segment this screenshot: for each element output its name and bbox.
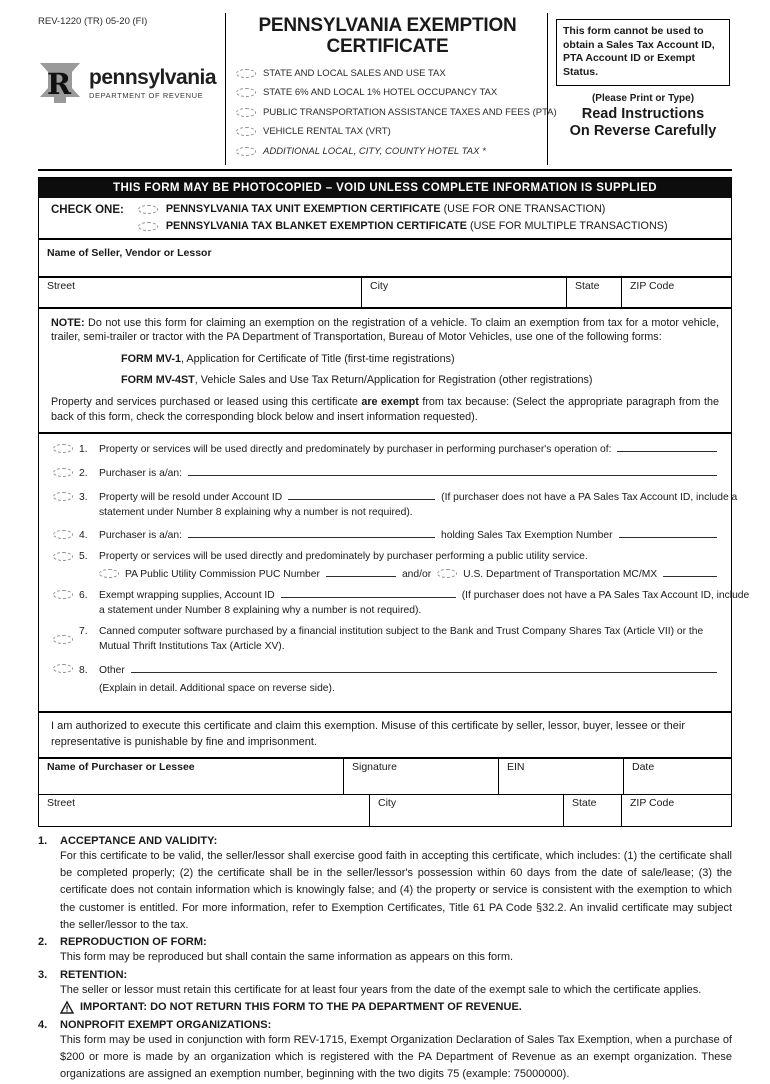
instruction-1-heading: ACCEPTANCE AND VALIDITY: (60, 834, 218, 847)
option-blanket-name: PENNSYLVANIA TAX BLANKET EXEMPTION CERTIFICATE (165, 220, 467, 233)
instruction-acceptance: 1. ACCEPTANCE AND VALIDITY: For this certificate to be valid, the seller/lessor shall exercise good faith in accepting this certificate, which includes: (1) the certificate shall be completed properly; (2) the certificate shall be in the seller/lessor's possession within 60 days from the date of sale/lease; (3) the certificate does not contain information which is knowingly false; and (4) the property or service is consistent with the exemption to which the customer is entitled. For more information, refer to Exemption Certificates, Title 61 PA Code §32.2. An invalid certificate may subject the seller/lessor to the tax. (38, 835, 732, 935)
date-field[interactable] (623, 759, 731, 794)
exemption-5-sub-row (99, 566, 717, 580)
puc-number-label: PA Public Utility Commission PUC Number (125, 569, 320, 581)
exempt-because-paragraph: Property and services purchased or leased using this certificate are exempt from tax because: (Select the appropriate paragraph from the back of this form, check the corresponding block below and insert information requested). (51, 396, 719, 423)
instructions-list (38, 835, 732, 1084)
exemption-item-5: 5. Property or services will be used directly and predominately by purchaser performing a public utility service. PA Public Utility Commission PUC Number and/or U.S. Department of Transportation MC/MX (53, 551, 717, 580)
purchaser-zip-label: ZIP Code (630, 796, 675, 809)
date-label: Date (632, 760, 655, 773)
fill-line-mcmx-number[interactable] (663, 566, 717, 577)
checkbox-pta-tax[interactable] (236, 108, 256, 117)
note-section (39, 309, 731, 434)
exemption-item-8: 8. Other (Explain in detail. Additional space on reverse side). (53, 662, 717, 696)
fill-line-purchaser-type-4[interactable] (188, 527, 435, 538)
instruction-3-body: The seller or lessor must retain this certificate for at least four years from the date of the exempt sale to which the certificate applies. (60, 983, 702, 996)
logo-department: DEPARTMENT OF REVENUE (89, 91, 204, 100)
tax-type-row-vrt (236, 126, 539, 137)
tax-type-label: PUBLIC TRANSPORTATION ASSISTANCE TAXES AND FEES (PTA) (263, 106, 557, 118)
option-blanket-exemption (138, 220, 668, 232)
option-unit-exemption (138, 203, 668, 215)
header-right (547, 13, 732, 165)
exemption-item-1: 1. Property or services will be used directly and predominately by purchaser in performing purchaser's operation of: (53, 441, 717, 455)
logo-brand: pennsylvania (89, 66, 217, 89)
fill-line-operation-of[interactable] (617, 441, 717, 452)
instruction-3-heading: RETENTION: (60, 968, 128, 981)
fill-line-other[interactable] (131, 662, 717, 673)
note-paragraph: NOTE: Do not use this form for claiming an exemption on the registration of a vehicle. To claim an exemption from tax for a motor vehicle, trailer, semi-trailer or tractor with the PA Department of Transportation, Bureau of Motor Vehicles, use one of the following forms: (51, 317, 719, 344)
exemption-2-text: Purchaser is a/an: (99, 468, 182, 480)
checkbox-unit-exemption[interactable] (138, 205, 158, 214)
instruction-4-body: This form may be used in conjunction with form REV-1715, Exempt Organization Declaration of Sales Tax Exemption, when a purchase of $200 or more is made by an organization which is registered with the PA Department of Revenue as an exempt organization. These organizations are assigned an exemption number, beginning with the two digits 75 (example: 75000000). (60, 1033, 732, 1081)
purchaser-street-label: Street (47, 796, 76, 809)
keystone-icon (38, 63, 82, 103)
purchaser-row-1 (39, 759, 731, 795)
exemption-reasons-section (39, 434, 750, 713)
note-lead: NOTE: (51, 317, 85, 330)
check-one-options (138, 203, 668, 232)
exemption-item-7: 7. Canned computer software purchased by a financial institution subject to the Bank and Trust Company Shares Tax (Article VII) or the Mutual Thrift Institutions Tax (Article XV). (53, 625, 717, 655)
form-number: REV-1220 (TR) 05-20 (FI) (38, 16, 148, 27)
exemption-item-4: 4. Purchaser is a/an: holding Sales Tax Exemption Number (53, 527, 717, 541)
checkbox-exemption-7[interactable] (53, 635, 73, 644)
instruction-1-body: For this certificate to be valid, the seller/lessor shall exercise good faith in accepting this certificate, which includes: (1) the certificate shall be completed properly; (2) the certificate shall be in the seller/lessor's possession within 60 days from the date of sale/lease; (3) the certificate does not contain information which is knowingly false; and (4) the property or service is consistent with the exemption to which the customer is entitled. For more information, refer to Exemption Certificates, Title 61 PA Code §32.2. An invalid certificate may subject the seller/lessor to the tax. (60, 849, 732, 932)
option-unit-name: PENNSYLVANIA TAX UNIT EXEMPTION CERTIFICATE (165, 203, 441, 216)
exemption-3-continuation: statement under Number 8 explaining why a number is not required). (99, 507, 413, 519)
purchaser-name-field[interactable] (39, 759, 343, 794)
purchaser-street-field[interactable] (39, 795, 369, 826)
exemption-8-text: Other (99, 664, 125, 676)
tax-type-label: STATE 6% AND LOCAL 1% HOTEL OCCUPANCY TAX (263, 87, 498, 99)
important-warning-row (60, 999, 732, 1016)
checkbox-usdot-mcmx[interactable] (437, 569, 457, 578)
purchaser-name-label: Name of Purchaser or Lessee (47, 760, 195, 773)
seller-city-field[interactable] (361, 278, 566, 307)
checkbox-exemption-8[interactable] (53, 664, 73, 673)
purchaser-row-2 (39, 795, 731, 826)
checkbox-puc-number[interactable] (99, 569, 119, 578)
fill-line-puc-number[interactable] (326, 566, 396, 577)
checkbox-vrt-tax[interactable] (236, 127, 256, 136)
seller-street-label: Street (47, 280, 76, 293)
seller-address-row (39, 278, 731, 309)
purchaser-city-field[interactable] (369, 795, 563, 826)
exemption-7-text: Canned computer software purchased by a financial institution subject to the Bank and Trust Company Shares Tax (Article VII) or the Mutual Thrift Institutions Tax (Article XV). (99, 625, 704, 652)
check-one-label: CHECK ONE: (51, 204, 124, 217)
form-mv1-line: FORM MV-1, Application for Certificate of Title (first-time registrations) (121, 352, 455, 365)
photocopy-banner: THIS FORM MAY BE PHOTOCOPIED – VOID UNLESS COMPLETE INFORMATION IS SUPPLIED (39, 178, 731, 198)
cannot-use-notice: This form cannot be used to obtain a Sales Tax Account ID, PTA Account ID or Exempt Status. (556, 19, 730, 86)
checkbox-exemption-3[interactable] (53, 492, 73, 501)
instruction-4-heading: NONPROFIT EXEMPT ORGANIZATIONS: (60, 1018, 272, 1031)
seller-name-field[interactable] (39, 240, 731, 278)
seller-zip-field[interactable] (621, 278, 731, 307)
tax-type-list (236, 67, 557, 157)
print-or-type-note: (Please Print or Type) (591, 92, 695, 104)
seller-state-label: State (575, 280, 600, 293)
instruction-2-body: This form may be reproduced but shall contain the same information as appears on this form. (60, 951, 514, 964)
seller-city-label: City (370, 280, 389, 293)
checkbox-exemption-2[interactable] (53, 468, 73, 477)
signature-label: Signature (352, 760, 397, 773)
tax-type-label: VEHICLE RENTAL TAX (VRT) (263, 126, 391, 138)
check-one-section (39, 198, 731, 240)
purchaser-state-label: State (572, 796, 597, 809)
exemption-4-text: Purchaser is a/an: (99, 530, 182, 542)
exemption-6-continuation: a statement under Number 8 explaining why a number is not required). (99, 605, 422, 617)
important-warning-text: IMPORTANT: DO NOT RETURN THIS FORM TO THE PA DEPARTMENT OF REVENUE. (80, 1001, 522, 1014)
header-center (225, 13, 557, 165)
keystone-letter: R (46, 67, 72, 101)
form-mv4st-line: FORM MV-4ST, Vehicle Sales and Use Tax Return/Application for Registration (other registrations) (121, 374, 593, 387)
exemption-item-2: 2. Purchaser is a/an: (53, 465, 717, 479)
option-blanket-note: (USE FOR MULTIPLE TRANSACTIONS) (469, 220, 668, 233)
exemption-item-3: 3. Property will be resold under Account ID (If purchaser does not have a PA Sales Tax Account ID, include a statement under Number 8 explaining why a number is not required). (53, 489, 717, 520)
usdot-mcmx-label: U.S. Department of Transportation MC/MX (463, 569, 658, 581)
warning-triangle-icon (60, 1001, 74, 1014)
seller-zip-label: ZIP Code (630, 280, 675, 293)
checkbox-exemption-1[interactable] (53, 444, 73, 453)
seller-state-field[interactable] (566, 278, 621, 307)
ein-label: EIN (507, 760, 525, 773)
exemption-item-6: 6. Exempt wrapping supplies, Account ID (If purchaser does not have a PA Sales Tax Account ID, include a statement under Number 8 explaining why a number is not required). (53, 587, 717, 618)
logo-text (89, 66, 216, 100)
exemption-3-text: Property will be resold under Account ID (99, 492, 283, 504)
seller-name-label: Name of Seller, Vendor or Lessor (47, 247, 212, 260)
checkbox-hotel-occupancy-tax[interactable] (236, 88, 256, 97)
tax-type-row-sales-use (236, 68, 539, 79)
checkbox-exemption-5[interactable] (53, 552, 73, 561)
pa-revenue-logo (38, 63, 225, 103)
tax-type-row-hotel-occupancy (236, 87, 539, 98)
andor-label: and/or (401, 569, 432, 581)
exemption-4-mid: holding Sales Tax Exemption Number (441, 530, 613, 542)
checkbox-blanket-exemption[interactable] (138, 222, 158, 231)
signature-field[interactable] (343, 759, 498, 794)
tax-type-label: STATE AND LOCAL SALES AND USE TAX (263, 67, 446, 79)
main-form-box (38, 177, 750, 827)
exemption-6-after: (If purchaser does not have a PA Sales Tax Account ID, include (461, 590, 750, 602)
tax-type-label: ADDITIONAL LOCAL, CITY, COUNTY HOTEL TAX * (263, 145, 486, 157)
form-header (38, 13, 732, 171)
form-title (236, 15, 539, 58)
instruction-2-heading: REPRODUCTION OF FORM: (60, 936, 207, 949)
instruction-nonprofit: 4. NONPROFIT EXEMPT ORGANIZATIONS: This form may be used in conjunction with form REV-1715, Exempt Organization Declaration of Sales Tax Exemption, when a purchase of $200 or more is made by an organization which is registered with the PA Department of Revenue as an exempt organization. These organizations are assigned an exemption number, beginning with the two digits 75 (example: 75000000). (38, 1019, 732, 1084)
tax-type-row-additional-hotel (236, 146, 539, 157)
fill-line-resold-account-id[interactable] (288, 489, 435, 500)
form-title-line1: PENNSYLVANIA EXEMPTION (258, 15, 517, 36)
checkbox-exemption-6[interactable] (53, 590, 73, 599)
fill-line-exemption-number[interactable] (619, 527, 717, 538)
ein-field[interactable] (498, 759, 623, 794)
seller-street-field[interactable] (39, 278, 361, 307)
tax-type-row-pta (236, 106, 557, 118)
purchaser-city-label: City (378, 796, 397, 809)
checkbox-additional-hotel-tax[interactable] (236, 147, 256, 156)
header-left (38, 13, 225, 165)
form-title-line2: CERTIFICATE (326, 36, 449, 58)
exemption-3-after: (If purchaser does not have a PA Sales Tax Account ID, include a (441, 492, 738, 504)
option-unit-note: (USE FOR ONE TRANSACTION) (443, 203, 606, 216)
fill-line-purchaser-type-2[interactable] (188, 465, 717, 476)
purchaser-state-field[interactable] (563, 795, 621, 826)
fill-line-wrapping-account-id[interactable] (281, 587, 456, 598)
read-instructions-note: Read Instructions On Reverse Carefully (569, 105, 717, 140)
purchaser-zip-field[interactable] (621, 795, 731, 826)
exemption-6-text: Exempt wrapping supplies, Account ID (99, 590, 275, 602)
checkbox-exemption-4[interactable] (53, 530, 73, 539)
checkbox-sales-use-tax[interactable] (236, 69, 256, 78)
authorization-statement: I am authorized to execute this certificate and claim this exemption. Misuse of this certificate by seller, lessor, buyer, lessee or their representative is punishable by fine and imprisonment. (39, 713, 731, 759)
exemption-8-explain-note: (Explain in detail. Additional space on reverse side). (99, 682, 335, 694)
exemption-5-text: Property or services will be used directly and predominately by purchaser performing a public utility service. (99, 551, 588, 563)
exemption-1-text: Property or services will be used directly and predominately by purchaser in performing purchaser's operation of: (99, 444, 612, 456)
instruction-retention: 3. RETENTION: The seller or lessor must retain this certificate for at least four years from the date of the exempt sale to which the certificate applies. IMPORTANT: DO NOT RETURN THIS FORM TO THE PA DEPARTMENT OF REVENUE. (38, 969, 732, 1017)
instruction-reproduction: 2. REPRODUCTION OF FORM: This form may be reproduced but shall contain the same information as appears on this form. (38, 936, 732, 966)
